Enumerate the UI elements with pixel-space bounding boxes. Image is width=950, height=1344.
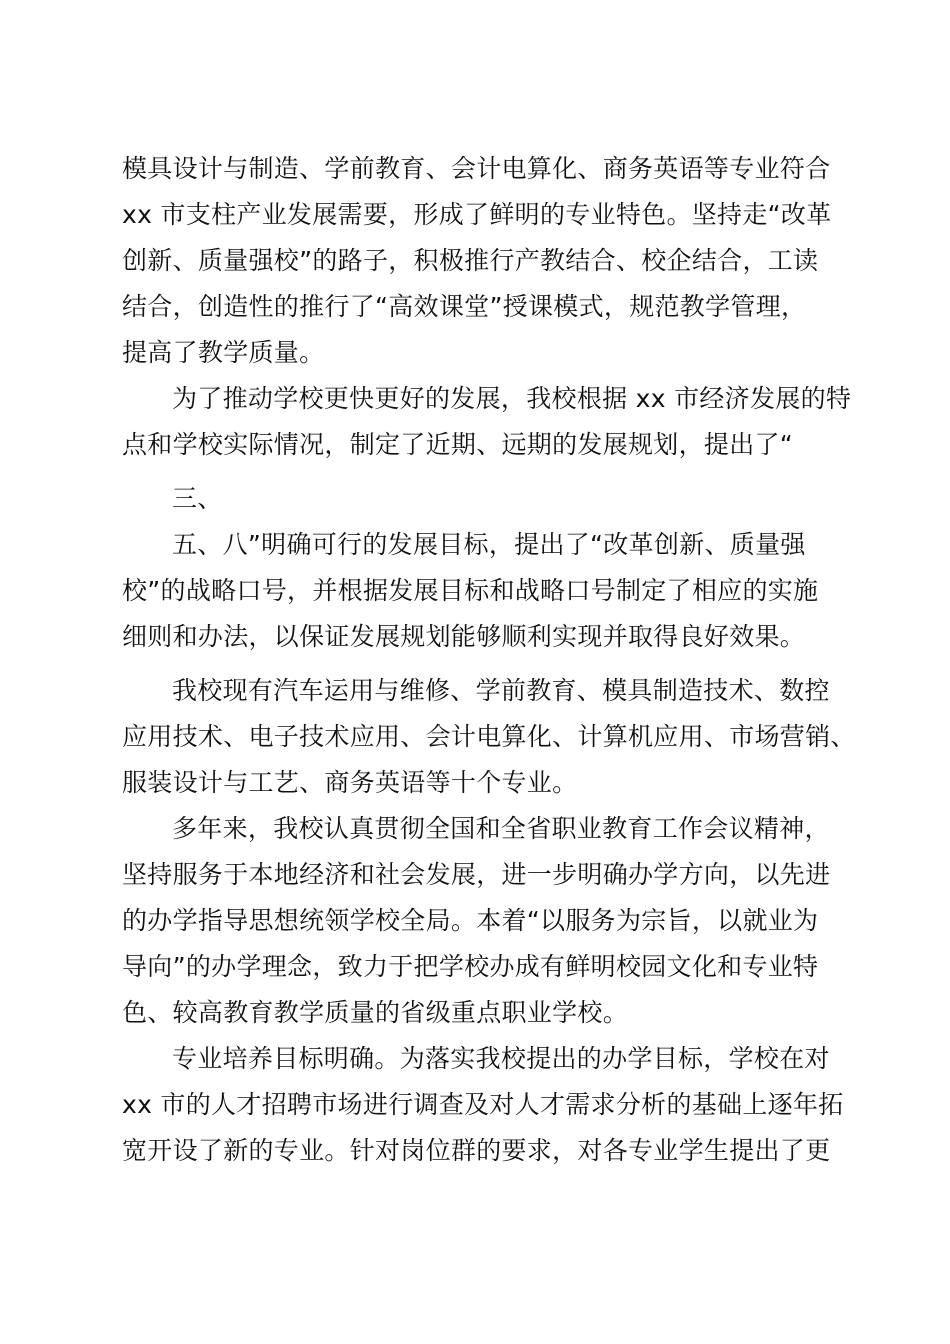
text-line: 校”的战略口号，并根据发展目标和战略口号制定了相应的实施 bbox=[122, 576, 819, 605]
paragraph-first-line: 五、八”明确可行的发展目标，提出了“改革创新、质量强 bbox=[172, 530, 806, 559]
text-line: 模具设计与制造、学前教育、会计电算化、商务英语等专业符合 bbox=[122, 154, 831, 183]
paragraph-first-line: 三、 bbox=[172, 484, 223, 513]
text-line: 色、较高教育教学质量的省级重点职业学校。 bbox=[122, 998, 629, 1027]
paragraph-first-line: 为了推动学校更快更好的发展，我校根据 xx 市经济发展的特 bbox=[172, 384, 852, 413]
text-line: 应用技术、电子技术应用、会计电算化、计算机应用、市场营销、 bbox=[122, 722, 856, 751]
text-line: 服装设计与工艺、商务英语等十个专业。 bbox=[122, 768, 578, 797]
text-line: 的办学指导思想统领学校全局。本着“以服务为宗旨，以就业为 bbox=[122, 906, 819, 935]
paragraph-first-line: 多年来，我校认真贯彻全国和全省职业教育工作会议精神， bbox=[172, 814, 830, 843]
paragraph-first-line: 专业培养目标明确。为落实我校提出的办学目标，学校在对 bbox=[172, 1044, 830, 1073]
text-line: 创新、质量强校”的路子，积极推行产教结合、校企结合，工读 bbox=[122, 246, 819, 275]
text-line: 坚持服务于本地经济和社会发展，进一步明确办学方向，以先进 bbox=[122, 860, 831, 889]
text-line: 点和学校实际情况，制定了近期、远期的发展规划，提出了“ bbox=[122, 430, 794, 459]
text-line: 宽开设了新的专业。针对岗位群的要求，对各专业学生提出了更 bbox=[122, 1136, 831, 1165]
text-line: 细则和办法，以保证发展规划能够顺利实现并取得良好效果。 bbox=[122, 622, 806, 651]
paragraph-first-line: 我校现有汽车运用与维修、学前教育、模具制造技术、数控 bbox=[172, 676, 830, 705]
text-line: 导向”的办学理念，致力于把学校办成有鲜明校园文化和专业特 bbox=[122, 952, 819, 981]
text-line: 提高了教学质量。 bbox=[122, 338, 325, 367]
text-line: 结合，创造性的推行了“高效课堂”授课模式，规范教学管理， bbox=[122, 292, 807, 321]
text-line: xx 市的人才招聘市场进行调查及对人才需求分析的基础上逐年拓 bbox=[122, 1090, 844, 1119]
text-line: xx 市支柱产业发展需要，形成了鲜明的专业特色。坚持走“改革 bbox=[122, 200, 832, 229]
